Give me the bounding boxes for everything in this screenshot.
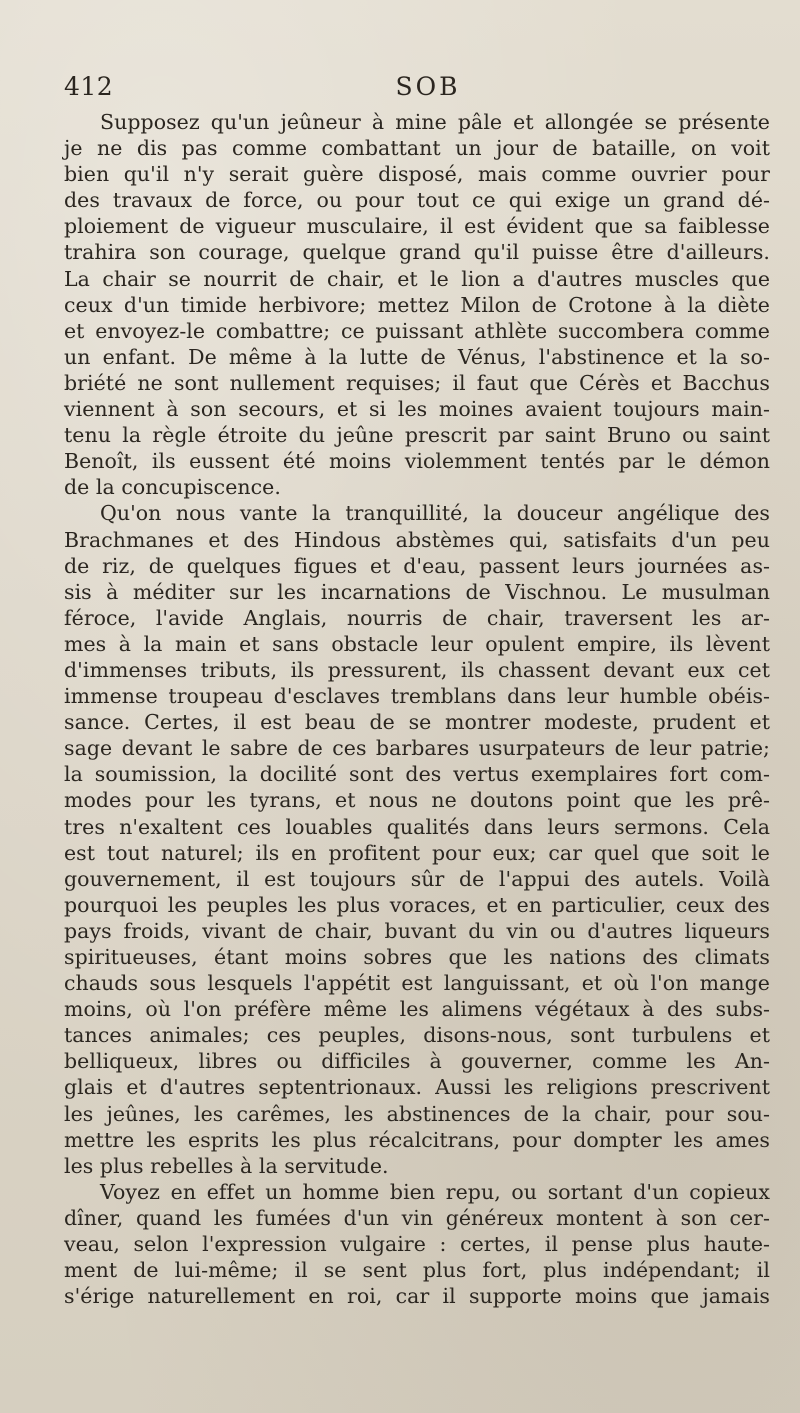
text-line: les jeûnes, les carêmes, les abstinences de la chair, pour sou- <box>64 1101 770 1126</box>
text-line: la soumission, la docilité sont des vertus exemplaires fort com- <box>64 762 770 787</box>
text-line: dîner, quand les fumées d'un vin généreux montent à son cer- <box>64 1205 770 1230</box>
text-line: féroce, l'avide Anglais, nourris de chair, traversent les ar- <box>64 605 770 630</box>
text-line: de la concupiscence. <box>64 475 281 500</box>
text-line: La chair se nourrit de chair, et le lion a d'autres muscles que <box>64 266 770 291</box>
text-line: pays froids, vivant de chair, buvant du vin ou d'autres liqueurs <box>64 918 770 943</box>
text-line: tances animales; ces peuples, disons-nous, sont turbulens et <box>64 1023 770 1048</box>
text-line: ment de lui-même; il se sent plus fort, plus indépendant; il <box>64 1258 770 1283</box>
text-line: un enfant. De même à la lutte de Vénus, l'abstinence et la so- <box>64 344 770 369</box>
text-line: je ne dis pas comme combattant un jour de bataille, on voit <box>64 136 770 161</box>
text-line: pourquoi les peuples les plus voraces, et en particulier, ceux des <box>64 892 770 917</box>
text-line: Qu'on nous vante la tranquillité, la douceur angélique des <box>100 501 770 526</box>
text-line: bien qu'il n'y serait guère disposé, mais comme ouvrier pour <box>64 162 770 187</box>
text-line: de riz, de quelques figues et d'eau, passent leurs journées as- <box>64 553 770 578</box>
text-line: modes pour les tyrans, et nous ne doutons point que les prê- <box>64 788 770 813</box>
text-line: chauds sous lesquels l'appétit est languissant, et où l'on mange <box>64 971 770 996</box>
text-line: glais et d'autres septentrionaux. Aussi les religions prescrivent <box>64 1075 770 1100</box>
text-line: Benoît, ils eussent été moins violemment tentés par le démon <box>64 449 770 474</box>
text-line: sance. Certes, il est beau de se montrer modeste, prudent et <box>64 710 770 735</box>
text-line: s'érige naturellement en roi, car il supporte moins que jamais <box>64 1284 770 1309</box>
text-line: gouvernement, il est toujours sûr de l'appui des autels. Voilà <box>64 866 770 891</box>
text-line: mes à la main et sans obstacle leur opulent empire, ils lèvent <box>64 631 770 656</box>
text-line: est tout naturel; ils en profitent pour eux; car quel que soit le <box>64 840 770 865</box>
text-line: d'immenses tributs, ils pressurent, ils chassent devant eux cet <box>64 657 770 682</box>
text-line: sage devant le sabre de ces barbares usurpateurs de leur patrie; <box>64 736 770 761</box>
text-line: tres n'exaltent ces louables qualités dans leurs sermons. Cela <box>64 814 770 839</box>
page-header <box>64 72 772 108</box>
text-line: mettre les esprits les plus récalcitrans, pour dompter les ames <box>64 1127 770 1152</box>
text-line: Voyez en effet un homme bien repu, ou sortant d'un copieux <box>100 1179 770 1204</box>
text-line: moins, où l'on préfère même les alimens végétaux à des subs- <box>64 997 770 1022</box>
text-line: trahira son courage, quelque grand qu'il puisse être d'ailleurs. <box>64 240 770 265</box>
text-line: tenu la règle étroite du jeûne prescrit par saint Bruno ou saint <box>64 423 770 448</box>
body-text <box>64 109 770 1309</box>
text-line: spiritueuses, étant moins sobres que les nations des climats <box>64 945 770 969</box>
text-line: Brachmanes et des Hindous abstèmes qui, satisfaits d'un peu <box>64 527 770 552</box>
text-line: les plus rebelles à la servitude. <box>64 1153 389 1178</box>
text-line: sis à méditer sur les incarnations de Vischnou. Le musulman <box>64 579 770 604</box>
text-line: des travaux de force, ou pour tout ce qui exige un grand dé- <box>64 188 770 213</box>
running-head: SOB <box>395 72 461 101</box>
text-line: veau, selon l'expression vulgaire : certes, il pense plus haute- <box>64 1232 770 1257</box>
text-line: Supposez qu'un jeûneur à mine pâle et allongée se présente <box>100 110 770 134</box>
text-line: immense troupeau d'esclaves tremblans dans leur humble obéis- <box>64 684 770 709</box>
text-line: briété ne sont nullement requises; il faut que Cérès et Bacchus <box>64 370 770 395</box>
text-line: ceux d'un timide herbivore; mettez Milon de Crotone à la diète <box>64 292 770 317</box>
page-number: 412 <box>64 72 114 101</box>
text-line: belliqueux, libres ou difficiles à gouverner, comme les An- <box>64 1049 770 1074</box>
text-line: ploiement de vigueur musculaire, il est évident que sa faiblesse <box>64 214 770 239</box>
text-line: viennent à son secours, et si les moines avaient toujours main- <box>64 397 770 422</box>
text-line: et envoyez-le combattre; ce puissant athlète succombera comme <box>64 318 770 343</box>
